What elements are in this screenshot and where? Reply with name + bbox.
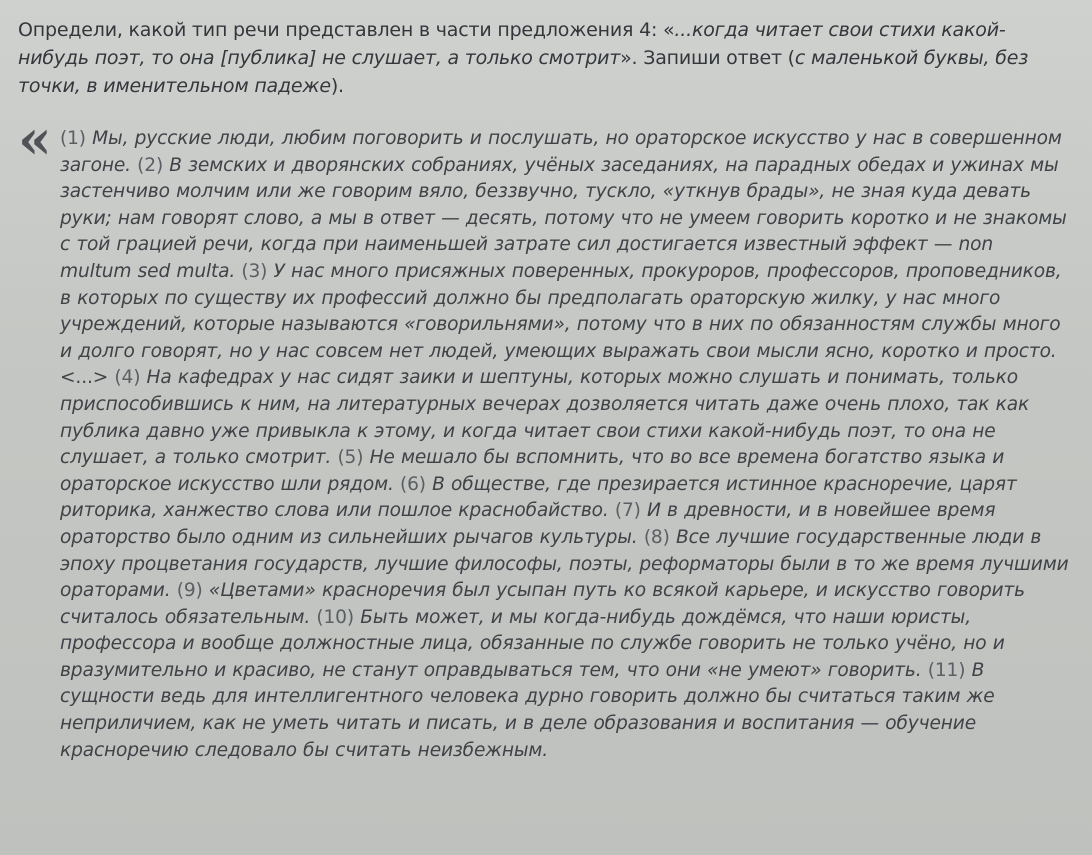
sentence-text: И в древности, и в новейшее время ораторство было одним из сильнейших рычагов культуры.: [60, 500, 996, 548]
sentence-text: В сущности ведь для интеллигентного человека дурно говорить должно бы считаться таким же неприличием, как не уметь читать и писать, и в деле образования и воспитания — обучение красноречию следовало бы считать неизбежным.: [60, 659, 995, 761]
sentence-number: (11): [927, 659, 966, 681]
sentence-text: «Цветами» красноречия был усыпан путь ко всякой карьере, и искусство говорить считалось обязательным.: [60, 580, 1025, 628]
opening-quote-mark: «: [18, 107, 52, 171]
sentence-number: (7): [614, 500, 641, 522]
sentence-number: (10): [316, 606, 354, 628]
task-quote: ...когда читает свои стихи какой-нибудь поэт, то она [публика] не слушает, а только смотрит: [18, 19, 1006, 69]
sentence-number: (6): [400, 473, 426, 495]
sentence-number: (1): [60, 128, 86, 149]
sentence-number: (9): [176, 580, 203, 602]
sentence-text: В обществе, где презирается истинное красноречие, царят риторика, ханжество слова или пошлое краснобайство.: [60, 473, 1017, 522]
task-answer-note: с маленькой буквы, без точки, в именительном падеже: [18, 47, 1029, 97]
sentence-text: Все лучшие государственные люди в эпоху процветания государств, лучшие философы, поэты, реформаторы были в то же время лучшими ораторами.: [60, 526, 1069, 602]
source-text: [60, 126, 1070, 764]
task-prompt-part1: Определи, какой тип речи представлен в части предложения 4: «: [18, 19, 675, 41]
sentence-number: (8): [643, 526, 670, 548]
task-prompt-part2: ». Запиши ответ (: [620, 47, 795, 69]
sentence-text: На кафедрах у нас сидят заики и шептуны, которых можно слушать и понимать, только приспособившись к ним, на литературных вечерах дозволяется читать даже очень плохо, так как публика давно уже привыкла к этому, и когда читает свои стихи какой-нибудь поэт, то она не слушает, а только смотрит.: [60, 367, 1030, 469]
sentence-number: (4): [114, 367, 141, 389]
sentence-number: (3): [241, 260, 268, 282]
task-prompt: [18, 16, 1070, 100]
task-prompt-part3: ).: [330, 75, 344, 97]
sentence-text: В земских и дворянских собраниях, учёных заседаниях, на парадных обедах и ужинах мы застенчиво молчим или же говорим вяло, беззвучно, тускло, «уткнув брады», не зная куда девать руки; нам говорят слово, а мы в ответ — десять, потому что не умеем говорить коротко и не знакомы с той грацией речи, когда при наименьшей затрате сил достигается известный эффект — non multum sed multa.: [60, 154, 1067, 282]
sentence-text: Мы, русские люди, любим поговорить и послушать, но ораторское искусство у нас в совершенном загоне.: [60, 128, 1062, 176]
sentence-number: (5): [337, 447, 364, 469]
sentence-text: У нас много присяжных поверенных, прокуроров, профессоров, проповедников, в которых по существу их профессий должно бы предполагать ораторскую жилку, у нас много учреждений, которые называются «говорильнями», потому что в них по обязанностям службы много и долго говорят, но у нас совсем нет людей, умеющих выражать свои мысли ясно, коротко и просто.: [60, 260, 1062, 362]
omission-mark: <...>: [60, 367, 109, 389]
source-text-block: [18, 107, 1070, 764]
sentence-text: Не мешало бы вспомнить, что во все времена богатство языка и ораторское искусство шли рядом.: [60, 447, 1005, 495]
sentence-text: Быть может, и мы когда-нибудь дождёмся, что наши юристы, профессора и вообще должностные лица, обязанные по службе говорить не только учёно, но и вразумительно и красиво, не станут оправдываться тем, что они «не умеют» говорить.: [60, 606, 1005, 681]
sentence-number: (2): [137, 154, 164, 176]
